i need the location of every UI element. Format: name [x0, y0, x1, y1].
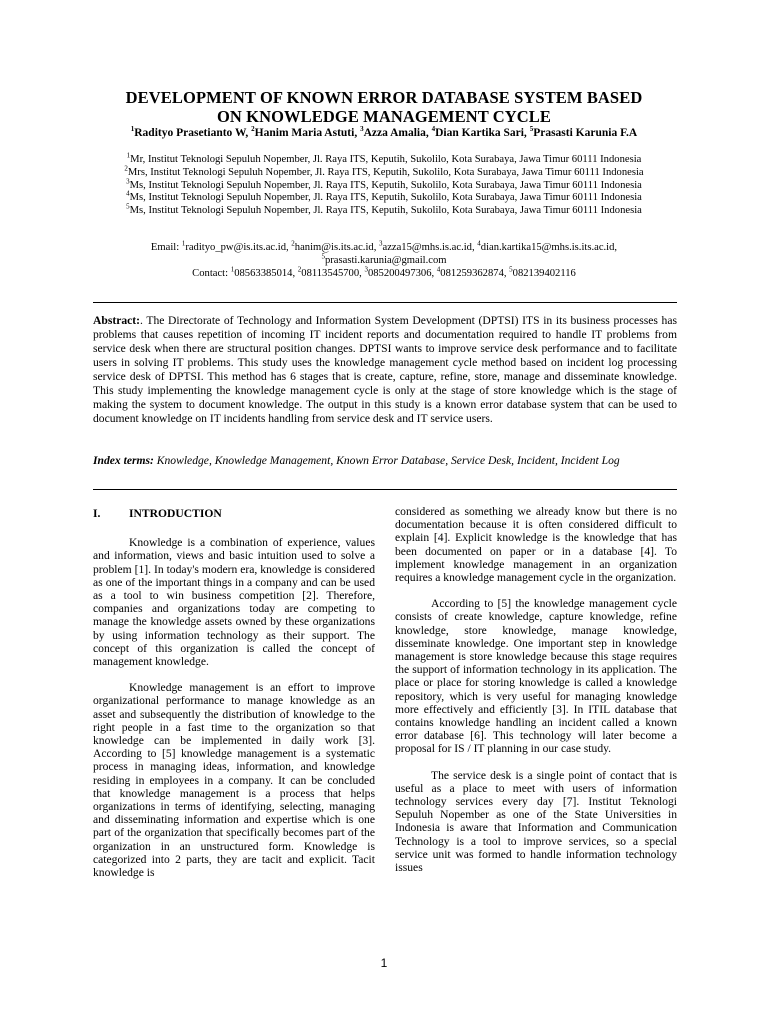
contact-label: Contact:: [192, 267, 231, 279]
email-5-marker: 5: [321, 252, 325, 261]
email-1-marker: 1: [181, 239, 186, 248]
paragraph: According to [5] the knowledge management cycle consists of create knowledge, capture knowledge, refine knowledge, store knowledge, manage knowledge, disseminate knowledge. One important step in knowledge management is store knowledge because this stage requires the support of information technology in its application. The place or place for storing knowledge is called a knowledge repository, which is very useful for managing knowledge more effectively and efficiently [3]. In ITIL database that contains knowledge handling an incident called a known error database [6]. This technology will later become a proposal for IS / IT planning in our case study.: [395, 597, 677, 756]
paragraph: Knowledge is a combination of experience, values and information, views and basic intuition used to solve a problem [1]. In today's modern era, knowledge is considered as one of the important things in a company and can be used as a tool to win business competition [2]. Therefore, companies and organizations today are competing to manage the knowledge assets owned by these organizations by using information technology as their support. The concept of this organization is called the concept of management knowledge.: [93, 536, 375, 669]
phone-4: 081259362874,: [440, 267, 510, 279]
author-5-marker: 5: [529, 125, 534, 134]
affiliation-4: [60, 189, 708, 205]
author-4: Dian Kartika Sari,: [435, 127, 530, 139]
abstract-top-rule: [93, 302, 677, 303]
email-2[interactable]: hanim@is.its.ac.id,: [294, 242, 379, 253]
contact-block: [60, 239, 708, 280]
affiliation-1-marker: 1: [126, 151, 131, 160]
affiliation-4-marker: 4: [126, 189, 130, 198]
affiliation-list: [60, 151, 708, 218]
email-1[interactable]: radityo_pw@is.its.ac.id,: [185, 242, 292, 253]
email-5[interactable]: prasasti.karunia@gmail.com: [324, 254, 447, 266]
index-terms-label: Index terms:: [93, 454, 154, 467]
affiliation-2: [60, 164, 708, 180]
title-line-2: ON KNOWLEDGE MANAGEMENT CYCLE: [217, 107, 551, 126]
paper-title: [60, 88, 708, 126]
section-number: I.: [93, 507, 101, 520]
phone-1-marker: 1: [230, 265, 235, 274]
paragraph: The service desk is a single point of contact that is useful as a place to meet with users of information technology services every day [7]. Institut Teknologi Sepuluh Nopember as one of the State Universities in Indonesia is aware that Information and Communication Technology is a tool to improve services, so a special service unit was formed to handle information technology issues: [395, 768, 677, 875]
email-3[interactable]: azza15@mhs.is.ac.id,: [382, 242, 478, 253]
abstract-label: Abstract:: [93, 314, 141, 327]
phone-5-marker: 5: [509, 265, 513, 274]
abstract-text: . The Directorate of Technology and Information System Development (DPTSI) ITS in its business processes has problems that causes repetition of incoming IT incident reports and documentation required to handle IT problems from service desk when there are structural position changes. DPTSI wants to improve service desk performance and to facilitate users in solving IT problems. This study uses the knowledge management cycle method based on incident log processing service desk of DPTSI. This method has 6 stages that is create, capture, refine, store, manage and disseminate knowledge. This study implementing the knowledge management cycle is only at the stage of store knowledge which is the stage of making the system to document knowledge. The output in this study is a known error database system that can be used to document knowledge on IT incidents handling from service desk and IT service users.: [93, 314, 677, 425]
email-3-marker: 3: [379, 239, 383, 248]
title-line-1: DEVELOPMENT OF KNOWN ERROR DATABASE SYSTEM BASED: [125, 88, 643, 107]
index-terms: [93, 454, 677, 468]
email-label: Email:: [150, 242, 182, 253]
affiliation-4-text: Ms, Institut Teknologi Sepuluh Nopember, Jl. Raya ITS, Keputih, Sukolilo, Kota Surabaya, Jawa Timur 60111 Indonesia: [129, 192, 642, 204]
email-4[interactable]: dian.kartika15@mhs.is.its.ac.id,: [480, 242, 618, 253]
phone-4-marker: 4: [436, 265, 441, 274]
paragraph: Knowledge management is an effort to improve organizational performance to manage knowledge as an asset and subsequently the distribution of knowledge to the right people in a fast time to the organization so that knowledge can be implemented in daily work [3]. According to [5] knowledge management is a systematic process in managing ideas, information, and knowledge residing in employees in a company. It can be concluded that knowledge management is a process that helps organizations in terms of identifying, selecting, managing and disseminating information and expertise which is one part of the organization that specifically becomes part of the organization in an unstructured form. Knowledge is categorized into 2 parts, they are tacit and explicit. Tacit knowledge is: [93, 681, 375, 880]
affiliation-3-marker: 3: [126, 177, 130, 186]
affiliation-5-text: Ms, Institut Teknologi Sepuluh Nopember, Jl. Raya ITS, Keputih, Sukolilo, Kota Surabaya, Jawa Timur 60111 Indonesia: [129, 205, 642, 217]
affiliation-1-text: Mr, Institut Teknologi Sepuluh Nopember, Jl. Raya ITS, Keputih, Sukolilo, Kota Surabaya, Jawa Timur 60111 Indonesia: [130, 154, 642, 165]
phone-3: 085200497306,: [367, 267, 437, 279]
email-2-marker: 2: [291, 239, 295, 248]
right-column: [395, 505, 677, 887]
email-line: [60, 239, 708, 255]
index-terms-text: Knowledge, Knowledge Management, Known Error Database, Service Desk, Incident, Incident Log: [153, 454, 620, 467]
left-column: [93, 505, 375, 892]
phone-3-marker: 3: [364, 265, 368, 274]
paragraph: considered as something we already know but there is no documentation because it is often considered difficult to explain [4]. Explicit knowledge is the knowledge that has been documented on paper or in a database [4]. To implement knowledge management in an organization requires a knowledge management cycle in the organization.: [395, 505, 677, 585]
phone-1: 08563385014,: [234, 267, 298, 279]
affiliation-3-text: Ms, Institut Teknologi Sepuluh Nopember, Jl. Raya ITS, Keputih, Sukolilo, Kota Surabaya, Jawa Timur 60111 Indonesia: [129, 179, 642, 191]
affiliation-2-text: Mrs, Institut Teknologi Sepuluh Nopember, Jl. Raya ITS, Keputih, Sukolilo, Kota Surabaya, Jawa Timur 60111 Indonesia: [127, 166, 644, 178]
phone-5: 082139402116: [512, 267, 576, 279]
affiliation-1: [60, 151, 708, 167]
abstract: [93, 314, 677, 426]
affiliation-5: [60, 202, 708, 218]
phone-2-marker: 2: [297, 265, 302, 274]
affiliation-5-marker: 5: [126, 202, 130, 211]
affiliation-2-marker: 2: [124, 164, 128, 173]
phone-2: 08113545700,: [301, 267, 365, 279]
author-1-marker: 1: [130, 125, 135, 134]
author-4-marker: 4: [431, 125, 436, 134]
page-number: 1: [380, 956, 388, 970]
author-list: [60, 126, 708, 140]
contact-line: [60, 265, 708, 281]
affiliation-3: [60, 177, 708, 193]
abstract-bottom-rule: [93, 489, 677, 490]
section-heading: [93, 507, 375, 520]
author-1: Radityo Prasetianto W,: [134, 127, 252, 139]
author-2-marker: 2: [251, 125, 255, 134]
email-line-2: [60, 252, 708, 268]
author-2: Hanim Maria Astuti,: [254, 127, 361, 139]
author-3-marker: 3: [360, 125, 364, 134]
email-4-marker: 4: [477, 239, 481, 248]
author-3: Azza Amalia,: [363, 127, 432, 139]
author-5: Prasasti Karunia F.A: [533, 127, 638, 139]
section-title: INTRODUCTION: [129, 507, 222, 520]
